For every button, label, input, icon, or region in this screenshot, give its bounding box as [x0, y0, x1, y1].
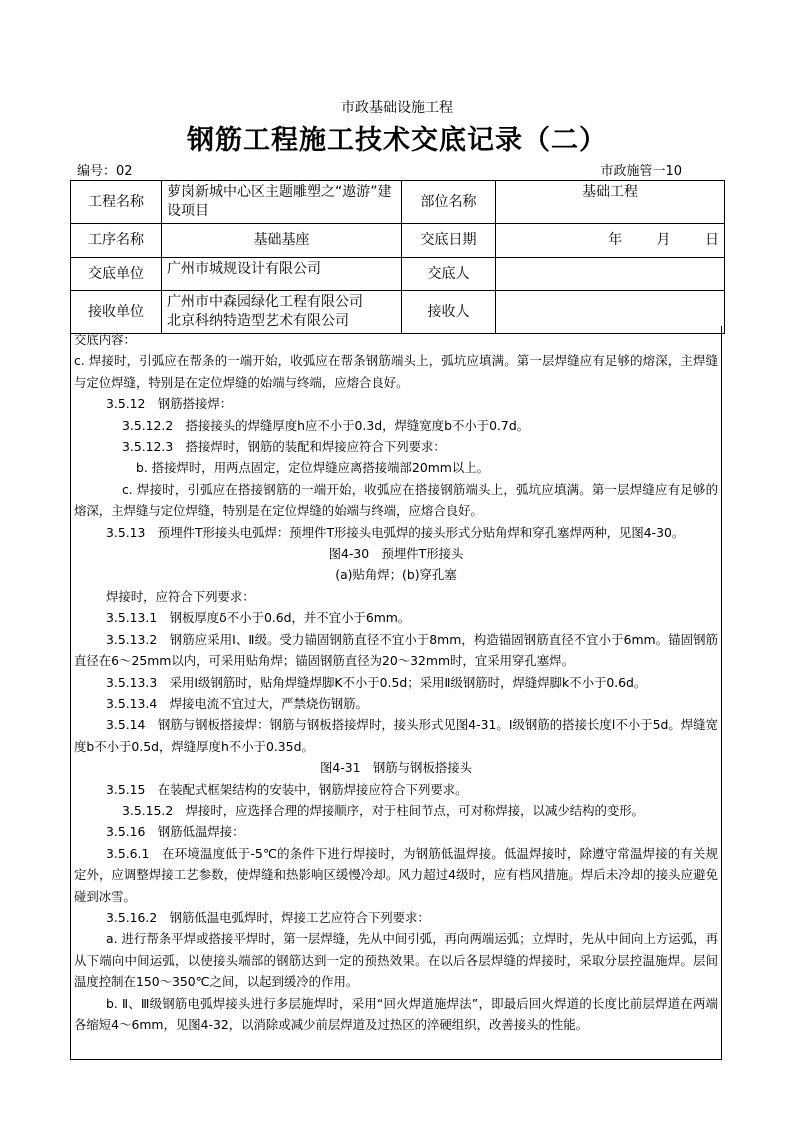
- issuer-unit-value: 广州市城规设计有限公司: [162, 258, 402, 291]
- content-heading: 交底内容：: [74, 332, 136, 347]
- receiver-unit-line2: 北京科纳特造型艺术有限公司: [167, 313, 349, 329]
- paragraph: a. 进行帮条平焊或搭接平焊时，第一层焊缝，先从中间引弧，再向两端运弧；立焊时，先从中间向上方运弧，再从下端向中间运弧，以使接头端部的钢筋达到一定的预热效果。在以后各层焊缝的焊接时，采取分层控温施焊。层间温度控制在150～350℃之间，以起到缓冷的作用。: [74, 931, 718, 990]
- receiver-unit-line1: 广州市中森园绿化工程有限公司: [167, 294, 363, 310]
- disclosure-content: [70, 326, 722, 1060]
- paragraph: 3.5.13 预埋件T形接头电弧焊：预埋件T形接头电弧焊的接头形式分贴角焊和穿孔塞焊两种，见图4-30。: [106, 524, 685, 540]
- paragraph: 3.5.12.3 搭接焊时，钢筋的装配和焊接应符合下列要求：: [122, 439, 446, 455]
- part-label: 部位名称: [402, 181, 496, 224]
- project-value: 萝岗新城中心区主题雕塑之“遨游”建设项目: [162, 181, 402, 224]
- paragraph: 3.5.13.1 钢板厚度δ不小于0.6d，并不宜小于6mm。: [106, 610, 411, 626]
- paragraph: 3.5.13.2 钢筋应采用Ⅰ、Ⅱ级。受力锚固钢筋直径不宜小于8mm，构造锚固钢筋直径不宜小于6mm。锚固钢筋直径在6～25mm以内，可采用贴角焊；锚固钢筋直径为20～32mm时，宜采用穿孔塞焊。: [74, 631, 718, 669]
- row-issuer: [71, 258, 725, 291]
- date-label: 交底日期: [402, 224, 496, 258]
- paragraph: 3.5.15.2 焊接时，应选择合理的焊接顺序，对于柱间节点，可对称焊接，以减少结构的变形。: [122, 802, 645, 818]
- paragraph: 3.5.12 钢筋搭接焊：: [106, 396, 233, 412]
- issuer-value: [496, 258, 725, 291]
- receiver-unit-label: 接收单位: [71, 291, 162, 334]
- form-code: 市政施管一10: [600, 164, 682, 179]
- paragraph: 3.5.13.3 采用Ⅰ级钢筋时，贴角焊缝焊脚K不小于0.5d；采用Ⅱ级钢筋时，焊缝焊脚k不小于0.6d。: [106, 674, 647, 690]
- paragraph: 焊接时，应符合下列要求：: [106, 588, 255, 604]
- paragraph: 3.5.12.2 搭接接头的焊缝厚度h应不小于0.3d，焊缝宽度b不小于0.7d。: [122, 417, 530, 433]
- paragraph: 3.5.16 钢筋低温焊接：: [106, 824, 245, 840]
- process-value: 基础基座: [162, 224, 402, 258]
- figure-caption: 图4-30 预埋件T形接头: [328, 546, 464, 562]
- paragraph: 3.5.6.1 在环境温度低于-5℃的条件下进行焊接时，为钢筋低温焊接。低温焊接时，除遵守常温焊接的有关规定外，应调整焊接工艺参数，使焊缝和热影响区缓慢冷却。风力超过4级时，应有档风措施。焊后未冷却的接头应避免碰到冰雪。: [74, 845, 718, 904]
- issuer-unit-label: 交底单位: [71, 258, 162, 291]
- row-process: [71, 224, 725, 258]
- date-value: 年 月 日: [496, 224, 725, 258]
- paragraph: 3.5.16.2 钢筋低温电弧焊时，焊接工艺应符合下列要求：: [106, 909, 430, 925]
- receiver-label: 接收人: [402, 291, 496, 334]
- figure-subcaption: (a)贴角焊；(b)穿孔塞: [335, 567, 457, 583]
- process-label: 工序名称: [71, 224, 162, 258]
- row-project: [71, 181, 725, 224]
- paragraph: 3.5.14 钢筋与钢板搭接焊：钢筋与钢板搭接焊时，接头形式见图4-31。Ⅰ级钢筋的搭接长度l不小于5d。焊缝宽度b不小于0.5d，焊缝厚度h不小于0.35d。: [74, 717, 718, 754]
- figure-caption: 图4-31 钢筋与钢板搭接头: [319, 760, 473, 776]
- paragraph: 3.5.15 在装配式框架结构的安装中，钢筋焊接应符合下列要求。: [106, 781, 468, 797]
- paragraph: 3.5.13.4 焊接电流不宜过大，严禁烧伤钢筋。: [106, 695, 368, 711]
- paragraph: c. 焊接时，引弧应在帮条的一端开始，收弧应在帮条钢筋端头上，弧坑应填满。第一层焊缝应有足够的熔深，主焊缝与定位焊缝，特别是在定位焊缝的始端与终端，应熔合良好。: [74, 353, 718, 390]
- issuer-label: 交底人: [402, 258, 496, 291]
- project-label: 工程名称: [71, 181, 162, 224]
- info-table: [70, 180, 725, 334]
- paragraph: b. Ⅱ、Ⅲ级钢筋电弧焊接头进行多层施焊时，采用“回火焊道施焊法”，即最后回火焊道的长度比前层焊道在两端各缩短4～6mm，见图4-32，以消除或减少前层焊道及过热区的淬硬组织，改善接头的性能。: [74, 995, 718, 1032]
- document-subtitle: 市政基础设施工程: [341, 100, 453, 116]
- document-title: 钢筋工程施工技术交底记录（二）: [187, 125, 607, 156]
- paragraph: b. 搭接焊时，用两点固定，定位焊缝应离搭接端部20mm以上。: [136, 460, 490, 476]
- paragraph: c. 焊接时，引弧应在搭接钢筋的一端开始，收弧应在搭接钢筋端头上，弧坑应填满。第一层焊缝应有足够的熔深，主焊缝与定位焊缝，特别是在定位焊缝的始端与终端，应熔合良好。: [74, 481, 718, 519]
- serial-number: 编号：02: [77, 164, 133, 179]
- part-value: 基础工程: [496, 181, 725, 224]
